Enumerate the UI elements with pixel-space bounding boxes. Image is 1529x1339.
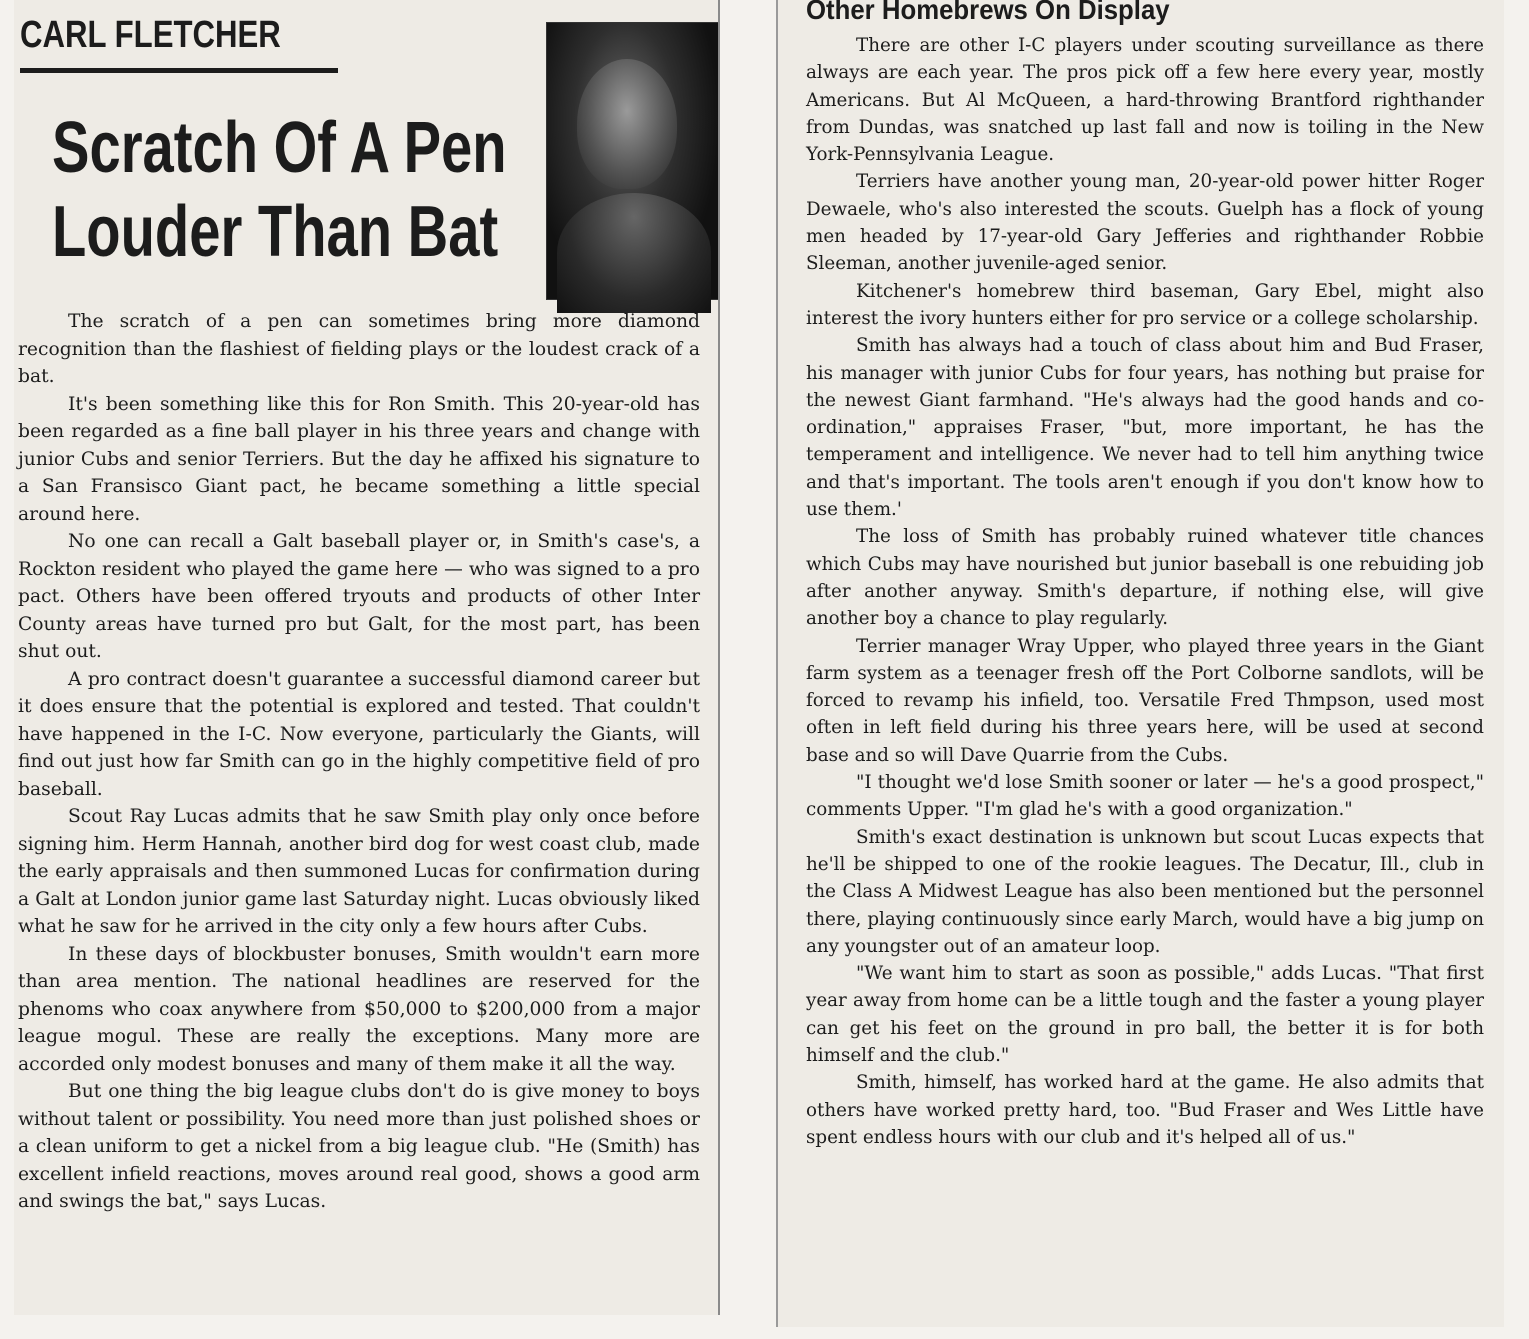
article-paragraph: Kitchener's homebrew third baseman, Gary Ebel, might also interest the ivory hunters either for pro service or a college scholarship. xyxy=(806,280,1484,329)
article-paragraph: Scout Ray Lucas admits that he saw Smith play only once before signing him. Herm Hannah, another bird dog for west coast club, made the early appraisals and then summoned Lucas for confirmation during a Galt at London junior game last Saturday night. Lucas obviously liked what he saw for he arrived in the city only a few hours after Cubs. xyxy=(18,806,700,937)
article-paragraph: But one thing the big league clubs don't do is give money to boys without talent or possibility. You need more than just polished shoes or a clean uniform to get a nickel from a big league club. "He (Smith) has excellent infield reactions, moves around real good, shows a good arm and swings the bat," says Lucas. xyxy=(18,1081,700,1212)
byline: CARL FLETCHER xyxy=(20,14,281,56)
article-paragraph: There are other I-C players under scouting surveillance as there always are each year. The pros pick off a few here every year, mostly Americans. But Al McQueen, a hard-throwing Brantford righthander from Dundas, was snatched up last fall and now is toiling in the New York-Pennsylvania League. xyxy=(806,35,1484,166)
byline-rule xyxy=(20,68,338,73)
headline-line-2: Louder Than Bat xyxy=(52,192,499,272)
photo-shoulders xyxy=(557,193,711,313)
article-paragraph: Smith, himself, has worked hard at the game. He also admits that others have worked pretty hard, too. "Bud Fraser and Wes Little have spent endless hours with our club and it's helped all of us." xyxy=(806,1072,1484,1148)
columnist-photo xyxy=(546,22,720,300)
right-clipping xyxy=(776,0,1504,1327)
subhead: Other Homebrews On Display xyxy=(806,0,1170,25)
photo-face xyxy=(577,59,677,189)
headline-line-1: Scratch Of A Pen xyxy=(52,108,507,188)
left-article-body xyxy=(18,308,700,1216)
article-paragraph: In these days of blockbuster bonuses, Smith wouldn't earn more than area mention. The national headlines are reserved for the phenoms who coax anywhere from $50,000 to $200,000 from a major league mogul. These are really the exceptions. Many more are accorded only modest bonuses and many of them make it all the way. xyxy=(18,943,700,1075)
article-paragraph: Terrier manager Wray Upper, who played three years in the Giant farm system as a teenager fresh off the Port Colborne sandlots, will be forced to revamp his infield, too. Versatile Fred Thmpson, used most often in left field during his three years here, will be used at second base and so will Dave Quarrie from the Cubs. xyxy=(806,635,1484,766)
article-paragraph: "We want him to start as soon as possible," adds Lucas. "That first year away from home can be a little tough and the faster a young player can get his feet on the ground in pro ball, the better it is for both himself and the club." xyxy=(806,963,1484,1066)
article-paragraph: The loss of Smith has probably ruined whatever title chances which Cubs may have nourished but junior baseball is one rebuiding job after another anyway. Smith's departure, if nothing else, will give another boy a chance to play regularly. xyxy=(806,526,1484,630)
article-paragraph: The scratch of a pen can sometimes bring more diamond recognition than the flashiest of fielding plays or the loudest crack of a bat. xyxy=(18,311,700,387)
right-article-body xyxy=(806,32,1484,1151)
article-paragraph: No one can recall a Galt baseball player or, in Smith's case's, a Rockton resident who played the game here — who was signed to a pro pact. Others have been offered tryouts and products of other Inter County areas have turned pro but Galt, for the most part, has been shut out. xyxy=(18,531,700,662)
article-paragraph: Smith's exact destination is unknown but scout Lucas expects that he'll be shipped to one of the rookie leagues. The Decatur, Ill., club in the Class A Midwest League has also been mentioned but the personnel there, playing continuously since early March, would have a big jump on any youngster out of an amateur loop. xyxy=(806,826,1484,957)
article-paragraph: A pro contract doesn't guarantee a successful diamond career but it does ensure that the potential is explored and tested. That couldn't have happened in the I-C. Now everyone, particularly the Giants, will find out just how far Smith can go in the highly competitive field of pro baseball. xyxy=(18,668,700,800)
article-paragraph: Terriers have another young man, 20-year-old power hitter Roger Dewaele, who's also interested the scouts. Guelph has a flock of young men headed by 17-year-old Gary Jefferies and righthander Robbie Sleeman, another juvenile-aged senior. xyxy=(806,171,1484,275)
article-paragraph: "I thought we'd lose Smith sooner or later — he's a good prospect," comments Upper. "I'm glad he's with a good organization." xyxy=(806,772,1484,821)
left-clipping xyxy=(14,0,720,1315)
article-paragraph: Smith has always had a touch of class about him and Bud Fraser, his manager with junior Cubs for four years, has nothing but praise for the newest Giant farmhand. "He's always had the good hands and co-ordination," appraises Fraser, "but, more important, he has the temperament and intelligence. We never had to tell him anything twice and that's important. The tools aren't enough if you don't know how to use them.' xyxy=(806,335,1484,521)
article-paragraph: It's been something like this for Ron Smith. This 20-year-old has been regarded as a fine ball player in his three years and change with junior Cubs and senior Terriers. But the day he affixed his signature to a San Fransisco Giant pact, he became something a little special around here. xyxy=(18,393,700,525)
